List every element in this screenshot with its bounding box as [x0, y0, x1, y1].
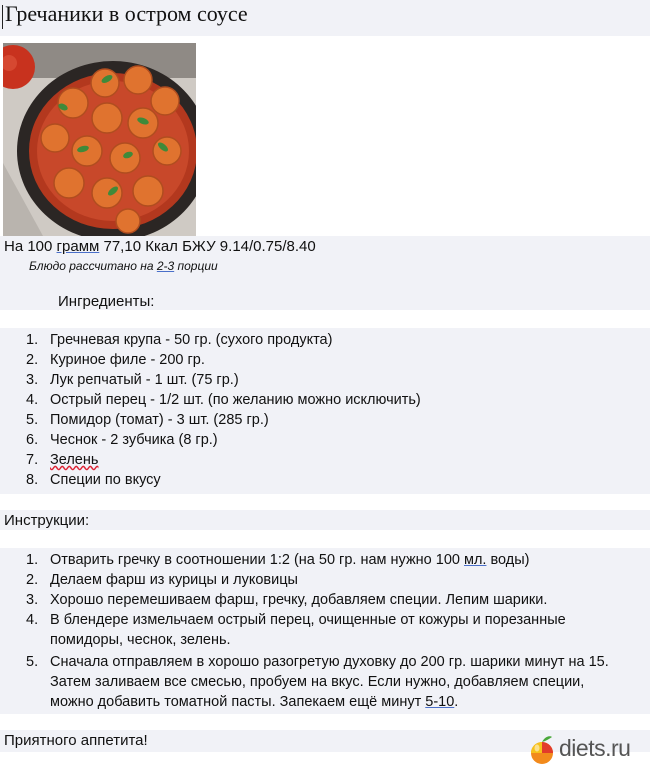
item-text: Гречневая крупа - 50 гр. (сухого продукта) — [50, 332, 333, 348]
item-text-part: В блендере измельчаем острый перец, очищенные от кожуры и порезанные помидоры, чеснок, зелень. — [50, 612, 566, 648]
item-text — [50, 652, 620, 712]
item-text-part: Хорошо перемешиваем фарш, гречку, добавляем специи. Лепим шарики. — [50, 592, 548, 608]
instructions-heading: Инструкции: — [4, 512, 90, 529]
list-item — [0, 470, 625, 490]
item-number: 3. — [26, 372, 39, 388]
nutrition-block — [0, 236, 650, 310]
item-text: Острый перец - 1/2 шт. (по желанию можно исключить) — [50, 392, 421, 408]
item-number: 3. — [26, 592, 39, 608]
nutrition-values: 77,10 Ккал БЖУ 9.14/0.75/8.40 — [99, 238, 316, 255]
item-text: Помидор (томат) - 3 шт. (285 гр.) — [50, 412, 269, 428]
portion-prefix: Блюдо рассчитано на — [29, 259, 157, 273]
portion-range: 2-3 — [156, 259, 175, 273]
item-text-underlined: 5-10 — [425, 694, 455, 710]
dish-photo — [3, 43, 196, 236]
list-item — [0, 450, 625, 470]
item-text-part: Отварить гречку в соотношении 1:2 (на 50 гр. нам нужно 100 — [50, 552, 464, 568]
text-cursor — [2, 5, 3, 29]
nutrition-prefix: На 100 — [4, 238, 57, 255]
ingredients-heading: Ингредиенты: — [58, 293, 155, 310]
diets-logo[interactable] — [527, 733, 647, 767]
item-number: 2. — [26, 572, 39, 588]
portion-line — [29, 259, 218, 273]
nutrition-line — [4, 238, 316, 255]
item-number: 4. — [26, 392, 39, 408]
list-item — [0, 410, 625, 430]
instructions-heading-band — [0, 510, 650, 530]
item-text — [50, 610, 620, 650]
item-text: Чеснок - 2 зубчика (8 гр.) — [50, 432, 218, 448]
logo-text: diets.ru — [559, 735, 631, 761]
title-bar — [0, 0, 650, 36]
list-item — [0, 350, 625, 370]
item-text — [50, 550, 620, 570]
dish-photo-art — [3, 43, 196, 236]
item-number: 6. — [26, 432, 39, 448]
item-text-part: . — [454, 694, 459, 710]
recipe-title: Гречаники в остром соусе — [5, 1, 248, 26]
item-number: 4. — [26, 612, 39, 628]
item-text-part: Делаем фарш из курицы и луковицы — [50, 572, 298, 588]
instructions-list — [0, 548, 650, 714]
item-number: 1. — [26, 552, 39, 568]
item-text-underlined: мл. — [463, 552, 487, 568]
apple-icon — [527, 733, 557, 765]
item-text — [50, 570, 620, 590]
list-item — [0, 390, 625, 410]
ingredients-list — [0, 328, 650, 494]
item-number: 7. — [26, 452, 39, 468]
item-text: Куриное филе - 200 гр. — [50, 352, 205, 368]
list-item — [0, 370, 625, 390]
item-number: 8. — [26, 472, 39, 488]
portion-suffix: порции — [174, 259, 218, 273]
item-text: Зелень — [50, 452, 99, 468]
list-item — [0, 330, 625, 350]
item-number: 5. — [26, 412, 39, 428]
item-text-part: Сначала отправляем в хорошо разогретую духовку до 200 гр. шарики минут на 15. Затем заливаем все смесью, пробуем на вкус. Если нужно, добавляем специи, можно добавить томатной пасты. Запекаем ещё минут — [50, 654, 609, 710]
item-text: Лук репчатый - 1 шт. (75 гр.) — [50, 372, 239, 388]
closing-text: Приятного аппетита! — [4, 732, 148, 749]
item-number: 2. — [26, 352, 39, 368]
item-text: Специи по вкусу — [50, 472, 161, 488]
item-number: 1. — [26, 332, 39, 348]
list-item — [0, 430, 625, 450]
item-text-part: воды) — [486, 552, 530, 568]
item-number: 5. — [26, 654, 39, 670]
item-text — [50, 590, 620, 610]
nutrition-unit: грамм — [56, 238, 100, 255]
